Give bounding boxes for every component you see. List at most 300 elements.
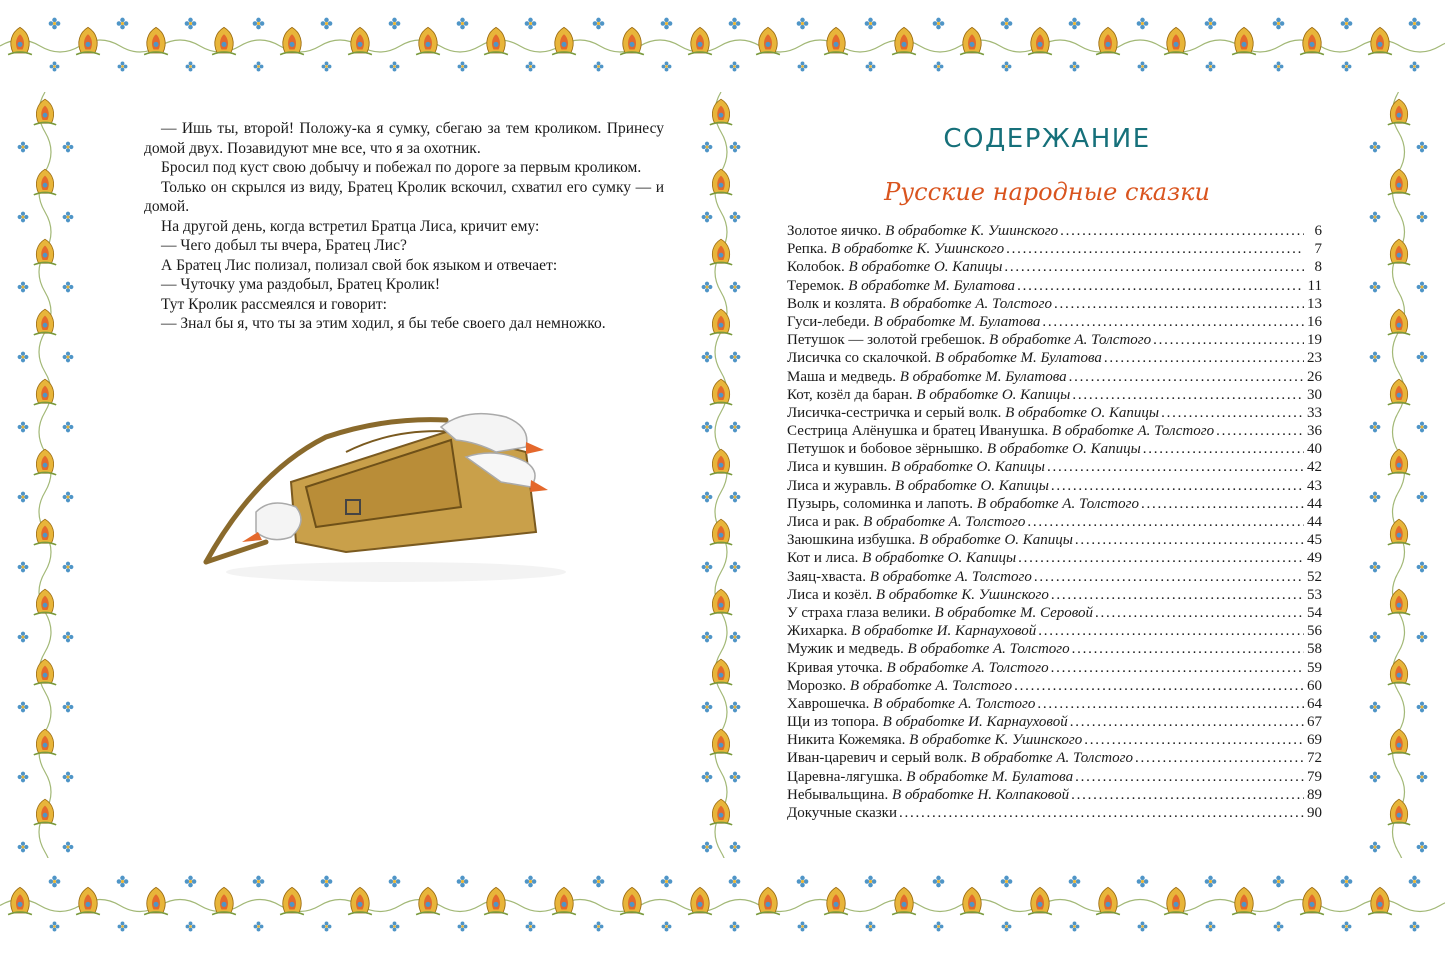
- small-flower-icon: [660, 875, 673, 888]
- toc-entry-adaptation: В обработке А. Толстого: [869, 568, 1032, 585]
- story-paragraph: — Чуточку ума раздобыл, Братец Кролик!: [161, 276, 441, 293]
- toc-entry-adaptation: В обработке Н. Колпаковой: [891, 786, 1070, 803]
- story-paragraph: — Ишь ты, второй! Положу-ка я сумку, сбегаю за тем кроликом. Принесу домой двух. Позавидуют мне все, что я за охотник.: [144, 120, 664, 157]
- small-flower-icon: [728, 875, 741, 888]
- flower-ornament-icon: [29, 306, 61, 338]
- small-flower-icon: [525, 921, 536, 932]
- small-flower-icon: [1408, 875, 1421, 888]
- toc-entry-name: Морозко.: [787, 677, 847, 694]
- small-flower-icon: [1408, 17, 1421, 30]
- toc-entry[interactable]: [787, 331, 1322, 349]
- story-paragraph: На другой день, когда встретил Братца Лиса, кричит ему:: [161, 217, 540, 235]
- toc-entry-adaptation: В обработке А. Толстого: [873, 695, 1036, 712]
- toc-entry-title: [787, 695, 1035, 713]
- contents-subtitle: Русские народные сказки: [884, 178, 1210, 206]
- toc-entry-title: [787, 386, 1070, 404]
- small-flower-icon: [1340, 17, 1353, 30]
- toc-page-number: 45: [1307, 532, 1322, 549]
- toc-page-number: 90: [1307, 805, 1322, 821]
- toc-page-number: 79: [1307, 768, 1322, 785]
- toc-entry-name: Никита Кожемяка.: [787, 732, 906, 749]
- toc-entry-title: [787, 786, 1069, 804]
- toc-entry-name: Докучные сказки: [787, 805, 897, 821]
- story-text: [144, 119, 664, 334]
- flower-ornament-icon: [411, 884, 445, 918]
- small-flower-icon: [17, 351, 29, 363]
- story-paragraph: А Братец Лис полизал, полизал свой бок языком и отвечает:: [161, 256, 558, 274]
- toc-page-number: 54: [1307, 604, 1322, 621]
- toc-page-number: 6: [1314, 223, 1322, 239]
- flower-ornament-icon: [547, 884, 581, 918]
- toc-entry-title: [787, 513, 1025, 531]
- flower-ornament-icon: [29, 516, 61, 548]
- toc-leader-dots: [1042, 313, 1304, 331]
- toc-entry-name: Маша и медведь.: [787, 368, 896, 385]
- toc-leader-dots: [1037, 695, 1304, 713]
- toc-page-number: 16: [1307, 313, 1322, 330]
- flower-ornament-icon: [1091, 884, 1125, 918]
- toc-entry[interactable]: [787, 277, 1322, 295]
- toc-page-number: 72: [1307, 750, 1322, 767]
- small-flower-icon: [1369, 421, 1381, 433]
- toc-leader-dots: [1054, 295, 1304, 313]
- toc-entry-name: Петушок и бобовое зёрнышко.: [787, 441, 984, 458]
- small-flower-icon: [253, 61, 264, 72]
- toc-entry[interactable]: [787, 258, 1322, 276]
- flower-ornament-icon: [1159, 884, 1193, 918]
- toc-entry[interactable]: [787, 677, 1322, 695]
- toc-leader-dots: [1104, 349, 1304, 367]
- small-flower-icon: [62, 281, 74, 293]
- toc-entry[interactable]: [787, 295, 1322, 313]
- small-flower-icon: [17, 771, 29, 783]
- toc-entry-adaptation: В обработке А. Толстого: [989, 332, 1152, 349]
- small-flower-icon: [253, 921, 264, 932]
- toc-entry-name: Волк и козлята.: [787, 295, 887, 312]
- toc-entry-title: [787, 422, 1214, 440]
- small-flower-icon: [660, 17, 673, 30]
- small-flower-icon: [17, 631, 29, 643]
- toc-page-number: 44: [1307, 514, 1322, 530]
- toc-entry-title: [787, 586, 1049, 604]
- flower-ornament-icon: [411, 24, 445, 58]
- small-flower-icon: [184, 875, 197, 888]
- small-flower-icon: [701, 631, 713, 643]
- small-flower-icon: [1341, 61, 1352, 72]
- small-flower-icon: [1204, 17, 1217, 30]
- toc-entry[interactable]: [787, 222, 1322, 240]
- toc-entry[interactable]: [787, 422, 1322, 440]
- small-flower-icon: [17, 141, 29, 153]
- toc-entry-name: Кот и лиса.: [787, 550, 859, 567]
- flower-ornament-icon: [615, 884, 649, 918]
- small-flower-icon: [1137, 61, 1148, 72]
- toc-page-number: 40: [1307, 441, 1322, 458]
- small-flower-icon: [252, 875, 265, 888]
- floral-border-spine: [693, 92, 749, 858]
- small-flower-icon: [320, 875, 333, 888]
- toc-page-number: 53: [1307, 586, 1322, 603]
- small-flower-icon: [933, 61, 944, 72]
- toc-leader-dots: [1216, 422, 1304, 440]
- toc-entry-adaptation: В обработке А. Толстого: [889, 295, 1052, 312]
- toc-entry-adaptation: В обработке О. Капицы: [1005, 404, 1160, 421]
- toc-entry[interactable]: [787, 549, 1322, 567]
- small-flower-icon: [729, 841, 741, 853]
- small-flower-icon: [456, 17, 469, 30]
- toc-entry[interactable]: [787, 804, 1322, 822]
- toc-leader-dots: [1072, 640, 1304, 658]
- toc-entry-name: Репка.: [787, 241, 828, 258]
- toc-entry-name: Жихарка.: [787, 623, 848, 640]
- flower-ornament-icon: [29, 96, 61, 128]
- toc-page-number: 89: [1307, 786, 1322, 803]
- toc-entry-adaptation: В обработке М. Серовой: [934, 604, 1094, 621]
- toc-entry-title: [787, 240, 1004, 258]
- flower-ornament-icon: [1383, 516, 1415, 548]
- flower-ornament-icon: [819, 24, 853, 58]
- small-flower-icon: [17, 491, 29, 503]
- toc-entry-name: Царевна-лягушка.: [787, 768, 903, 785]
- toc-entry-name: Иван-царевич и серый волк.: [787, 750, 968, 767]
- toc-entry[interactable]: [787, 349, 1322, 367]
- toc-leader-dots: [1069, 368, 1304, 386]
- toc-leader-dots: [1072, 386, 1304, 404]
- small-flower-icon: [1069, 61, 1080, 72]
- flower-ornament-icon: [705, 726, 737, 758]
- small-flower-icon: [1416, 351, 1428, 363]
- toc-entry[interactable]: [787, 240, 1322, 258]
- toc-page-number: 7: [1314, 241, 1322, 258]
- small-flower-icon: [1369, 701, 1381, 713]
- small-flower-icon: [932, 17, 945, 30]
- toc-entry-adaptation: В обработке К. Ушинского: [885, 223, 1059, 239]
- toc-entry-title: [787, 749, 1133, 767]
- small-flower-icon: [117, 921, 128, 932]
- toc-leader-dots: [1006, 240, 1304, 258]
- toc-entry[interactable]: [787, 659, 1322, 677]
- flower-ornament-icon: [887, 24, 921, 58]
- flower-ornament-icon: [207, 884, 241, 918]
- toc-entry[interactable]: [787, 458, 1322, 476]
- small-flower-icon: [865, 921, 876, 932]
- toc-entry-title: [787, 568, 1032, 586]
- small-flower-icon: [49, 921, 60, 932]
- flower-ornament-icon: [29, 586, 61, 618]
- toc-leader-dots: [1161, 404, 1304, 422]
- toc-leader-dots: [1004, 258, 1304, 276]
- small-flower-icon: [1369, 771, 1381, 783]
- toc-leader-dots: [1018, 549, 1304, 567]
- flower-ornament-icon: [705, 96, 737, 128]
- toc-page-number: 23: [1307, 350, 1322, 367]
- small-flower-icon: [701, 211, 713, 223]
- toc-entry-name: Щи из топора.: [787, 714, 879, 731]
- toc-leader-dots: [1141, 495, 1304, 513]
- toc-entry[interactable]: [787, 313, 1322, 331]
- toc-entry-adaptation: В обработке К. Ушинского: [831, 241, 1005, 258]
- toc-entry-name: Лиса и рак.: [787, 514, 860, 530]
- toc-entry[interactable]: [787, 368, 1322, 386]
- toc-leader-dots: [1014, 677, 1304, 695]
- toc-entry[interactable]: [787, 731, 1322, 749]
- small-flower-icon: [62, 631, 74, 643]
- small-flower-icon: [1137, 921, 1148, 932]
- small-flower-icon: [1341, 921, 1352, 932]
- flower-ornament-icon: [615, 24, 649, 58]
- small-flower-icon: [62, 771, 74, 783]
- small-flower-icon: [62, 841, 74, 853]
- toc-page-number: 67: [1307, 714, 1322, 731]
- toc-entry-title: [787, 731, 1082, 749]
- toc-entry-title: [787, 313, 1040, 331]
- flower-ornament-icon: [29, 656, 61, 688]
- toc-leader-dots: [1017, 277, 1304, 295]
- toc-entry[interactable]: [787, 749, 1322, 767]
- story-paragraph: Тут Кролик рассмеялся и говорит:: [161, 295, 387, 313]
- flower-ornament-icon: [1227, 884, 1261, 918]
- toc-entry-title: [787, 677, 1012, 695]
- toc-entry-name: Лиса и козёл.: [787, 586, 873, 603]
- small-flower-icon: [729, 701, 741, 713]
- small-flower-icon: [729, 141, 741, 153]
- toc-entry[interactable]: [787, 586, 1322, 604]
- small-flower-icon: [1369, 351, 1381, 363]
- small-flower-icon: [1369, 141, 1381, 153]
- small-flower-icon: [729, 921, 740, 932]
- toc-entry[interactable]: [787, 695, 1322, 713]
- small-flower-icon: [1416, 281, 1428, 293]
- toc-entry-title: [787, 495, 1139, 513]
- small-flower-icon: [729, 61, 740, 72]
- toc-entry-adaptation: В обработке М. Булатова: [899, 368, 1067, 385]
- toc-page-number: 58: [1307, 641, 1322, 658]
- toc-entry-name: Пузырь, соломинка и лапоть.: [787, 495, 974, 512]
- small-flower-icon: [701, 421, 713, 433]
- toc-page-number: 36: [1307, 423, 1322, 440]
- small-flower-icon: [729, 631, 741, 643]
- story-paragraph: Только он скрылся из виду, Братец Кролик вскочил, схватил его сумку — и домой.: [144, 178, 664, 215]
- small-flower-icon: [525, 61, 536, 72]
- small-flower-icon: [728, 17, 741, 30]
- toc-entry[interactable]: [787, 640, 1322, 658]
- small-flower-icon: [1001, 61, 1012, 72]
- small-flower-icon: [593, 921, 604, 932]
- toc-leader-dots: [1047, 458, 1304, 476]
- toc-entry-title: [787, 622, 1036, 640]
- flower-ornament-icon: [1383, 376, 1415, 408]
- small-flower-icon: [524, 17, 537, 30]
- toc-leader-dots: [1051, 477, 1304, 495]
- flower-ornament-icon: [1295, 24, 1329, 58]
- flower-ornament-icon: [1383, 656, 1415, 688]
- toc-page-number: 11: [1307, 277, 1322, 294]
- small-flower-icon: [1369, 631, 1381, 643]
- flower-ornament-icon: [955, 24, 989, 58]
- toc-leader-dots: [899, 804, 1304, 822]
- toc-entry-name: Петушок — золотой гребешок.: [787, 332, 986, 349]
- toc-entry-name: Лисичка со скалочкой.: [787, 350, 932, 367]
- toc-entry-adaptation: В обработке А. Толстого: [1051, 423, 1215, 440]
- small-flower-icon: [592, 17, 605, 30]
- small-flower-icon: [457, 61, 468, 72]
- small-flower-icon: [593, 61, 604, 72]
- flower-ornament-icon: [1227, 24, 1261, 58]
- story-paragraph: — Чего добыл ты вчера, Братец Лис?: [161, 237, 407, 254]
- small-flower-icon: [388, 17, 401, 30]
- small-flower-icon: [1205, 61, 1216, 72]
- toc-leader-dots: [1075, 768, 1304, 786]
- flower-ornament-icon: [29, 796, 61, 828]
- small-flower-icon: [1409, 61, 1420, 72]
- small-flower-icon: [389, 61, 400, 72]
- toc-entry-title: [787, 458, 1045, 476]
- toc-entry-adaptation: В обработке О. Капицы: [918, 532, 1073, 549]
- flower-ornament-icon: [71, 884, 105, 918]
- flower-ornament-icon: [275, 24, 309, 58]
- toc-entry-title: [787, 477, 1049, 495]
- small-flower-icon: [1000, 875, 1013, 888]
- toc-page-number: 8: [1314, 259, 1322, 276]
- toc-leader-dots: [1060, 222, 1304, 240]
- small-flower-icon: [1416, 421, 1428, 433]
- toc-entry[interactable]: [787, 786, 1322, 804]
- flower-ornament-icon: [1383, 166, 1415, 198]
- small-flower-icon: [389, 921, 400, 932]
- flower-ornament-icon: [29, 446, 61, 478]
- flower-ornament-icon: [955, 884, 989, 918]
- toc-page-number: 19: [1307, 332, 1322, 349]
- small-flower-icon: [1068, 17, 1081, 30]
- small-flower-icon: [796, 875, 809, 888]
- toc-entry-name: Лисичка-сестричка и серый волк.: [787, 404, 1002, 421]
- small-flower-icon: [1069, 921, 1080, 932]
- toc-entry-adaptation: В обработке О. Капицы: [894, 477, 1049, 494]
- flower-ornament-icon: [705, 446, 737, 478]
- toc-entry[interactable]: [787, 531, 1322, 549]
- toc-entry-adaptation: В обработке И. Карнауховой: [851, 623, 1037, 640]
- flower-ornament-icon: [705, 166, 737, 198]
- flower-ornament-icon: [705, 376, 737, 408]
- toc-entry-title: [787, 222, 1058, 240]
- small-flower-icon: [1416, 841, 1428, 853]
- toc-entry[interactable]: [787, 604, 1322, 622]
- toc-entry-adaptation: В обработке А. Толстого: [907, 641, 1070, 658]
- toc-page-number: 13: [1307, 295, 1322, 312]
- toc-entry[interactable]: [787, 622, 1322, 640]
- small-flower-icon: [701, 351, 713, 363]
- toc-entry[interactable]: [787, 513, 1322, 531]
- toc-entry[interactable]: [787, 440, 1322, 458]
- toc-entry-title: [787, 368, 1067, 386]
- toc-entry-title: [787, 640, 1070, 658]
- toc-entry-name: Сестрица Алёнушка и братец Иванушка.: [787, 423, 1049, 440]
- flower-ornament-icon: [1159, 24, 1193, 58]
- toc-page-number: 30: [1307, 386, 1322, 403]
- toc-entry[interactable]: [787, 768, 1322, 786]
- toc-entry-title: [787, 349, 1102, 367]
- flower-ornament-icon: [1363, 24, 1397, 58]
- flower-ornament-icon: [1295, 884, 1329, 918]
- flower-ornament-icon: [1023, 24, 1057, 58]
- small-flower-icon: [457, 921, 468, 932]
- small-flower-icon: [1001, 921, 1012, 932]
- toc-entry-adaptation: В обработке О. Капицы: [916, 386, 1071, 403]
- small-flower-icon: [62, 421, 74, 433]
- toc-entry-name: Заяц-хваста.: [787, 568, 866, 585]
- toc-entry[interactable]: [787, 713, 1322, 731]
- small-flower-icon: [185, 921, 196, 932]
- flower-ornament-icon: [207, 24, 241, 58]
- flower-ornament-icon: [705, 796, 737, 828]
- flower-ornament-icon: [139, 24, 173, 58]
- toc-leader-dots: [1051, 659, 1304, 677]
- toc-entry[interactable]: [787, 404, 1322, 422]
- small-flower-icon: [1369, 561, 1381, 573]
- small-flower-icon: [864, 875, 877, 888]
- small-flower-icon: [1416, 141, 1428, 153]
- flower-ornament-icon: [705, 516, 737, 548]
- small-flower-icon: [62, 351, 74, 363]
- small-flower-icon: [185, 61, 196, 72]
- toc-entry-title: [787, 604, 1093, 622]
- small-flower-icon: [701, 701, 713, 713]
- small-flower-icon: [1000, 17, 1013, 30]
- small-flower-icon: [1369, 281, 1381, 293]
- small-flower-icon: [62, 491, 74, 503]
- flower-ornament-icon: [1383, 96, 1415, 128]
- small-flower-icon: [62, 141, 74, 153]
- small-flower-icon: [661, 61, 672, 72]
- flower-ornament-icon: [683, 884, 717, 918]
- toc-page-number: 42: [1307, 459, 1322, 476]
- toc-entry[interactable]: [787, 568, 1322, 586]
- flower-ornament-icon: [29, 726, 61, 758]
- flower-ornament-icon: [1363, 884, 1397, 918]
- flower-ornament-icon: [343, 24, 377, 58]
- small-flower-icon: [1340, 875, 1353, 888]
- toc-entry-title: [787, 659, 1049, 677]
- small-flower-icon: [1204, 875, 1217, 888]
- flower-ornament-icon: [1383, 306, 1415, 338]
- toc-leader-dots: [1075, 531, 1304, 549]
- toc-entry-adaptation: В обработке О. Капицы: [891, 459, 1045, 476]
- toc-entry-adaptation: В обработке К. Ушинского: [909, 732, 1083, 749]
- toc-leader-dots: [1051, 586, 1304, 604]
- small-flower-icon: [1416, 211, 1428, 223]
- floral-border-bottom: [0, 858, 1445, 953]
- toc-page-number: 33: [1307, 404, 1322, 421]
- toc-leader-dots: [1095, 604, 1304, 622]
- toc-entry-title: [787, 804, 897, 822]
- small-flower-icon: [1416, 701, 1428, 713]
- toc-entry-adaptation: В обработке К. Ушинского: [875, 586, 1049, 603]
- toc-entry[interactable]: [787, 386, 1322, 404]
- flower-ornament-icon: [1383, 726, 1415, 758]
- small-flower-icon: [933, 921, 944, 932]
- flower-ornament-icon: [343, 884, 377, 918]
- toc-leader-dots: [1084, 731, 1304, 749]
- small-flower-icon: [701, 491, 713, 503]
- flower-ornament-icon: [705, 306, 737, 338]
- toc-entry-title: [787, 440, 1141, 458]
- toc-entry[interactable]: [787, 477, 1322, 495]
- small-flower-icon: [252, 17, 265, 30]
- flower-ornament-icon: [705, 586, 737, 618]
- toc-entry[interactable]: [787, 495, 1322, 513]
- flower-ornament-icon: [29, 376, 61, 408]
- toc-leader-dots: [1071, 786, 1304, 804]
